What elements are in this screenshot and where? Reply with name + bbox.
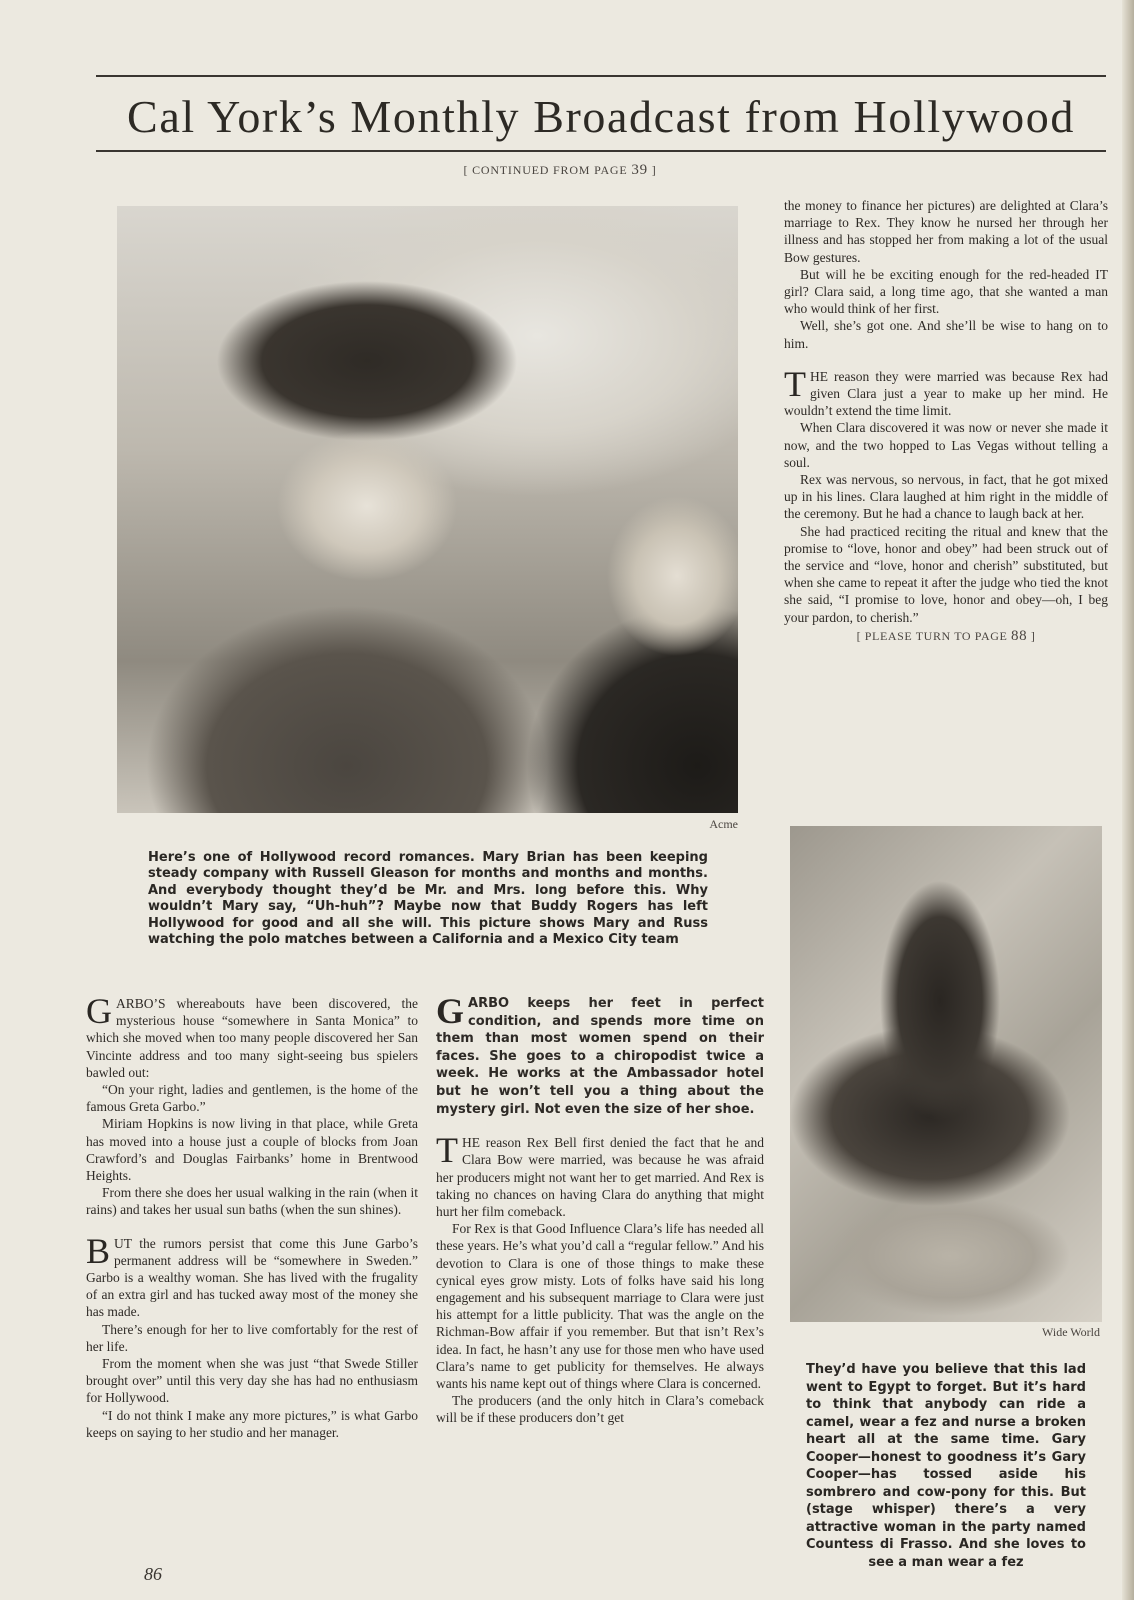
- drop-cap: B: [86, 1230, 111, 1271]
- paragraph: But will he be exciting enough for the red-headed IT girl? Clara said, a long time ago, that she wanted a man who would think of her first.: [784, 266, 1108, 317]
- page-edge: [1122, 0, 1134, 1600]
- drop-cap: T: [784, 363, 806, 404]
- paragraph-dropcap: [436, 1130, 764, 1220]
- paragraph-dropcap: [784, 363, 1108, 420]
- paragraph: Well, she’s got one. And she’ll be wise to hang on to him.: [784, 318, 1108, 351]
- paragraph-dropcap: [86, 991, 418, 1081]
- paragraph: For Rex is that Good Influence Clara’s life has needed all these years. He’s what you’d call a “regular fellow.” And his devotion to Clara is one of those things to make these cynical eyes grow misty. Lots of folks have said his long engagement and his subsequent marriage to Clara were just his attempt for a little publicity. That was the angle on the Richman-Bow affair if you remember. But that isn’t Rex’s idea. In fact, he hasn’t any use for those men who have used Clara’s name to get publicity for themselves. He always wants his name kept out of things where Clara is concerned.: [436, 1221, 764, 1391]
- paragraph: The producers (and the only hitch in Clara’s comeback will be if these producers don’t get: [436, 1393, 764, 1426]
- title-underline-rule: [96, 150, 1106, 152]
- paragraph-text: UT the rumors persist that come this June Garbo’s permanent address will be “somewhere in Sweden.” Garbo is a wealthy woman. She has lived with the frugality of an extra girl and has tucked away most of the money she has made.: [86, 1235, 418, 1320]
- article-column-right: [784, 197, 1108, 645]
- paragraph: Rex was nervous, so nervous, in fact, that he got mixed up in his lines. Clara laughed at him right in the middle of the ceremony. But he had a chance to laugh back at her.: [784, 472, 1108, 522]
- page-title: Cal York’s Monthly Broadcast from Hollywood: [127, 91, 1075, 142]
- paragraph: There’s enough for her to live comfortably for the rest of her life.: [86, 1321, 418, 1354]
- photo-gary-cooper-camel: [790, 826, 1102, 1322]
- paragraph: Miriam Hopkins is now living in that place, while Greta has moved into a house just a couple of blocks from Joan Crawford’s and Douglas Fairbanks’ home in Brentwood Heights.: [86, 1116, 418, 1184]
- drop-cap: T: [436, 1130, 458, 1171]
- continued-from-note: [400, 162, 720, 179]
- paragraph: “I do not think I make any more pictures,” is what Garbo keeps on saying to her studio and her manager.: [86, 1407, 418, 1440]
- paragraph: She had practiced reciting the ritual and knew that the promise to “love, honor and obey” had been struck out of the service and “love, honor and cherish” substituted, but when she came to repeat it after the judge who tied the knot she said, “I promise to love, honor and obey—oh, I beg your pardon, to cherish.”: [784, 523, 1108, 625]
- continued-end: ]: [647, 163, 657, 177]
- continued-to-note: [784, 628, 1108, 645]
- top-rule: [96, 75, 1106, 77]
- paragraph-text: ARBO keeps her feet in perfect condition, and spends more time on them than most women spend on their faces. She goes to a chiropodist twice a week. He works at the Ambassador hotel but he won’t tell you a thing about the mystery girl. Not even the size of her shoe.: [436, 996, 764, 1117]
- turn-page-number: 88: [1011, 627, 1028, 644]
- paragraph: the money to finance her pictures) are delighted at Clara’s marriage to Rex. They know he nursed her through her illness and has stopped her from making a lot of the usual Bow gestures.: [784, 198, 1108, 265]
- continued-page-number: 39: [631, 162, 648, 178]
- drop-cap: G: [86, 991, 112, 1031]
- paragraph-text: ARBO’S whereabouts have been discovered, the mysterious house “somewhere in Santa Monica” to which she moved when too many people discovered her San Vincinte address and too many sight-seeing bus spielers bawled out:: [86, 996, 418, 1080]
- turn-text: [ PLEASE TURN TO PAGE: [856, 628, 1012, 643]
- paragraph-dropcap: [86, 1230, 418, 1321]
- photo-credit-wide-world: Wide World: [1042, 1325, 1100, 1339]
- paragraph: From there she does her usual walking in the rain (when it rains) and takes her usual sun baths (when the sun shines).: [86, 1185, 418, 1218]
- paragraph-dropcap: [436, 991, 764, 1118]
- paragraph: When Clara discovered it was now or never she made it now, and the two hopped to Las Vegas without telling a soul.: [784, 420, 1108, 470]
- article-column-middle: [436, 991, 764, 1427]
- article-column-left: [86, 991, 418, 1441]
- photo-credit-acme: Acme: [709, 817, 738, 831]
- paragraph-text: HE reason Rex Bell first denied the fact that he and Clara Bow were married, was because he was afraid her producers might not want her to get married. And Rex is taking no chances on having Clara do anything that might hurt her film comeback.: [436, 1135, 764, 1219]
- paragraph: “On your right, ladies and gentlemen, is the home of the famous Greta Garbo.”: [86, 1082, 418, 1115]
- page-number: 86: [144, 1564, 162, 1584]
- paragraph-text: HE reason they were married was because Rex had given Clara just a year to make up her mind. He wouldn’t extend the time limit.: [784, 368, 1108, 419]
- photo-mary-brian-russell-gleason: [117, 206, 738, 813]
- drop-cap: G: [436, 991, 465, 1031]
- paragraph: From the moment when she was just “that Swede Stiller brought over” until this very day she has had no enthusiasm for Hollywood.: [86, 1356, 418, 1406]
- photo-caption-egypt: They’d have you believe that this lad went to Egypt to forget. But it’s hard to think that anybody can ride a camel, wear a fez and nurse a broken heart all at the same time. Gary Cooper—honest to goodness it’s Gary Cooper—has tossed aside his sombrero and cow-pony for this. But (stage whisper) there’s a very attractive woman in the party named Countess di Frasso. And she loves to see a man wear a fez: [806, 1362, 1086, 1570]
- turn-end: ]: [1027, 628, 1036, 643]
- continued-text: [ CONTINUED FROM PAGE: [463, 163, 632, 177]
- photo-caption-polo: Here’s one of Hollywood record romances. Mary Brian has been keeping steady company with Russell Gleason for months and months and months. And everybody thought they’d be Mr. and Mrs. long before this. Why wouldn’t Mary say, “Uh-huh”? Maybe now that Buddy Rogers has left Hollywood for good and all she will. This picture shows Mary and Russ watching the polo matches between a California and a Mexico City team: [148, 850, 708, 948]
